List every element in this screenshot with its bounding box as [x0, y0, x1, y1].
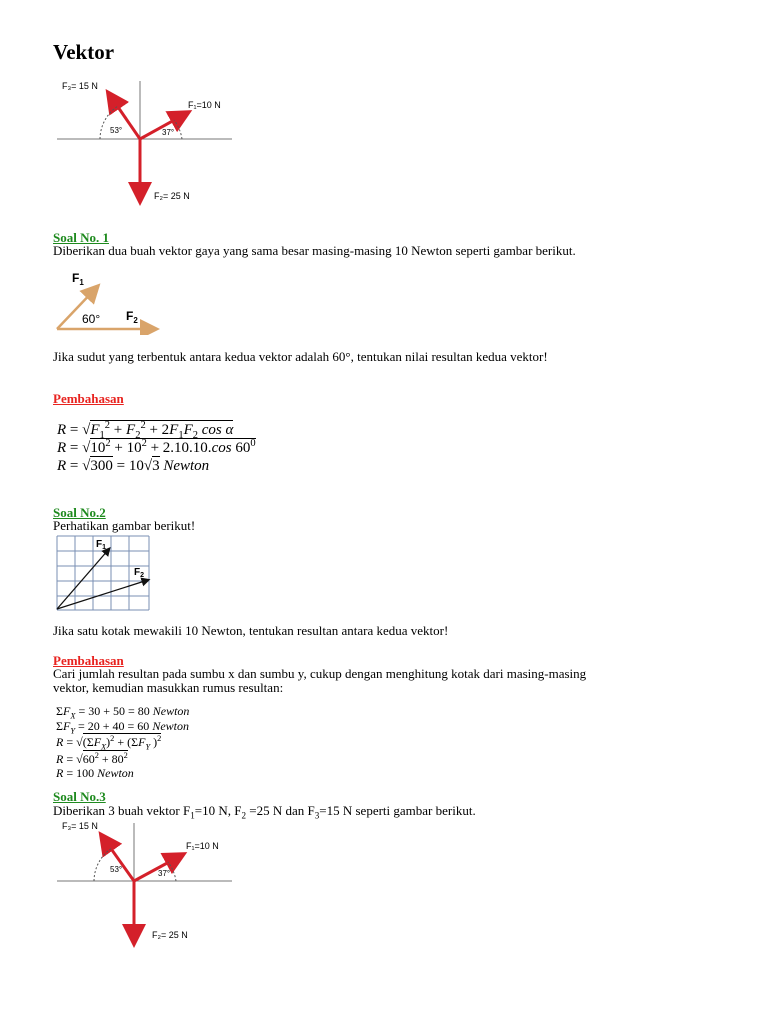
force-diagram-top	[52, 76, 242, 206]
soal-3-intro: Diberikan 3 buah vektor $F_1=10$ N, $F_2 =25$ N dan $F_3=15$ N seperti gambar berikut.	[53, 803, 476, 821]
f3-label: F₃= 15 N	[62, 821, 98, 831]
soal-1-intro: Diberikan dua buah vektor gaya yang sama besar masing-masing 10 Newton seperti gambar berikut.	[53, 243, 576, 258]
angle-37-label: 37°	[162, 128, 175, 137]
formula-2: $\Sigma F_X = 30 + 50 = 80$ Newton $\Sigma F_Y = 20 + 40 = 60$ Newton $R = √(\Sigma F_X)^2 + (\Sigma F_Y$ )$^2$ $R = √60^2 + 80^2$ R = 100 Newton	[56, 704, 190, 780]
pembahasan-2-line-2: vektor, kemudian masukkan rumus resultan:	[53, 680, 284, 695]
f1-label: F₁=10 N	[188, 100, 221, 110]
soal-1-figure	[52, 265, 172, 335]
soal-2-intro: Perhatikan gambar berikut!	[53, 518, 196, 533]
angle-arc-right	[174, 120, 182, 139]
soal-3-heading: Soal No.3	[53, 789, 106, 804]
f1-label: F₁=10 N	[186, 841, 219, 851]
f1-label-soal1: $F_1$	[72, 271, 84, 287]
vector-f2-grid	[57, 580, 148, 609]
page-title: Vektor	[53, 40, 115, 64]
angle-37-label: 37°	[158, 869, 171, 878]
angle-53-label: 53°	[110, 865, 123, 874]
angle-53-label: 53°	[110, 126, 123, 135]
f3-label: F₃= 15 N	[62, 81, 98, 91]
vector-f1-grid	[57, 549, 109, 609]
soal-2-question: Jika satu kotak mewakili 10 Newton, tentukan resultan antara kedua vektor!	[53, 623, 449, 638]
soal-2-heading: Soal No.2	[53, 505, 106, 520]
pembahasan-2-line-1: Cari jumlah resultan pada sumbu x dan sumbu y, cukup dengan menghitung kotak dari masing-masing	[53, 666, 587, 681]
vector-f3	[102, 836, 134, 881]
pembahasan-1-heading: Pembahasan	[53, 391, 124, 406]
f2-label-soal1: $F_2$	[126, 309, 138, 325]
f2-label-grid: $F_2$	[134, 567, 145, 579]
f1-label-grid: $F_1$	[96, 539, 107, 551]
f2-label: F₂= 25 N	[154, 191, 190, 201]
soal-1-heading: Soal No. 1	[53, 230, 109, 245]
pembahasan-2-heading: Pembahasan	[53, 653, 124, 668]
soal-2-grid-figure	[56, 535, 154, 613]
formula-1: $R = √F_1^2 + F_2^2 + 2F_1F_2$ cos α $R = √10^2 + 10^2 + 2.10.10.\cos$ $60^0$ R = √300 = 10√3 Newton	[57, 420, 256, 474]
force-diagram-bottom	[52, 818, 242, 948]
f2-label: F₂= 25 N	[152, 930, 188, 940]
soal-1-question: Jika sudut yang terbentuk antara kedua vektor adalah 60°, tentukan nilai resultan kedua vektor!	[53, 349, 548, 364]
angle-label-soal1: 60°	[82, 312, 101, 326]
